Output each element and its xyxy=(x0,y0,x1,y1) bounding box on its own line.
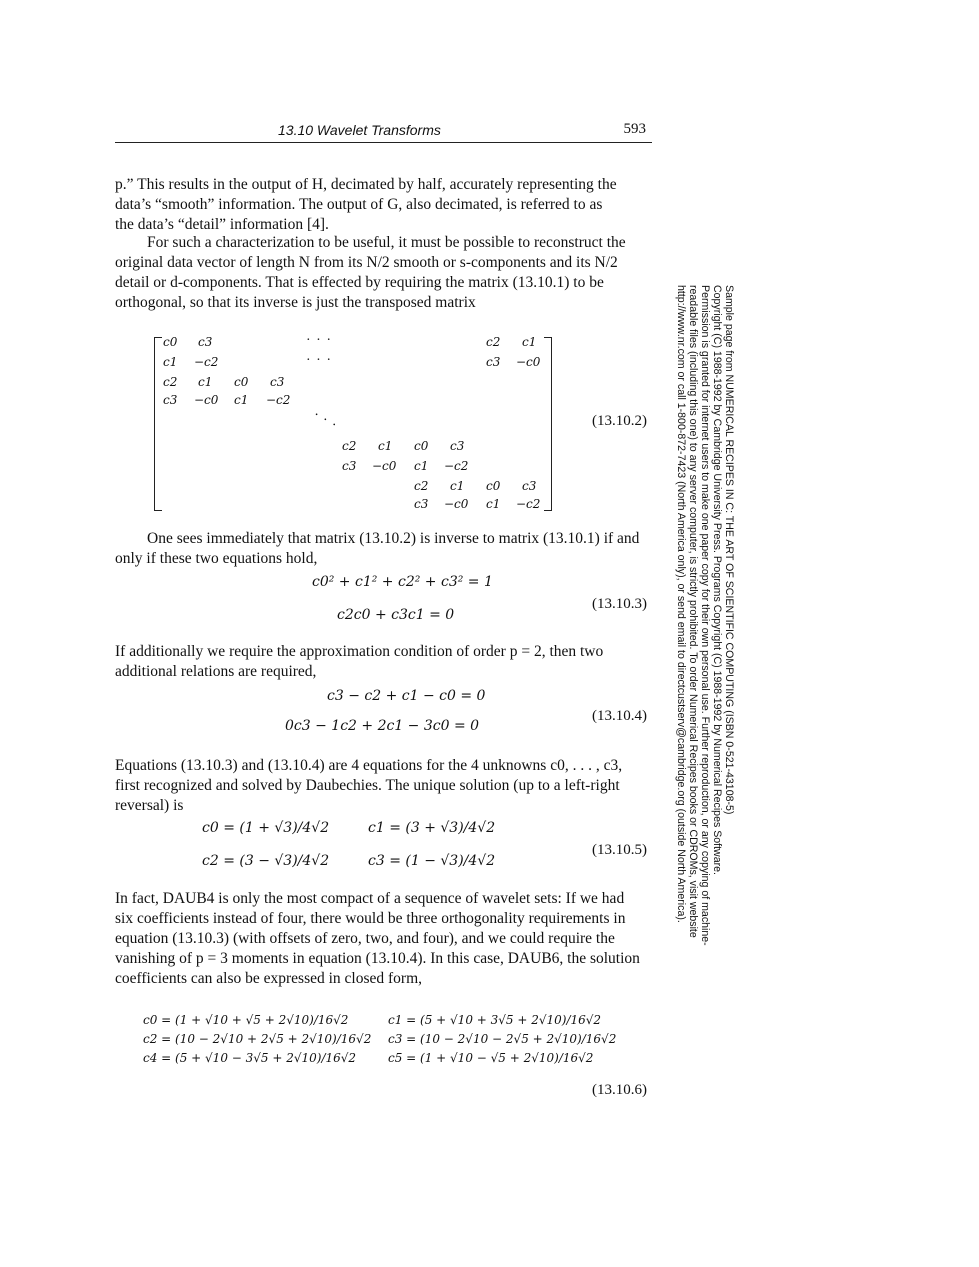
equation-line: c3 = (10 − 2√10 − 2√5 + 2√10)/16√2 xyxy=(388,1032,617,1046)
matrix-cell: c2 xyxy=(163,375,178,389)
matrix-cell: c3 xyxy=(163,393,178,407)
section-title: 13.10 Wavelet Transforms xyxy=(278,122,441,138)
matrix-cell: −c2 xyxy=(194,355,219,369)
copyright-line: Copyright (C) 1988-1992 by Cambridge University Press. Programs Copyright (C) 1988-1992 by Numerical Recipes Software. xyxy=(711,285,723,875)
text-line: six coefficients instead of four, there would be three orthogonality requirements in xyxy=(115,910,626,927)
text-line: the data’s “detail” information [4]. xyxy=(115,216,329,233)
equation-line: 0c3 − 1c2 + 2c1 − 3c0 = 0 xyxy=(285,718,480,734)
page-number: 593 xyxy=(623,121,646,137)
matrix-cell: c3 xyxy=(522,479,537,493)
matrix-cell: −c2 xyxy=(444,459,469,473)
text-line: detail or d-components. That is effected by requiring the matrix (13.10.1) to be xyxy=(115,274,604,291)
matrix-cell: c0 xyxy=(486,479,501,493)
equation-line: c3 − c2 + c1 − c0 = 0 xyxy=(327,688,486,704)
paragraph-5 xyxy=(115,756,650,816)
matrix-cell: c2 xyxy=(342,439,357,453)
text-line: For such a characterization to be useful, it must be possible to reconstruct the xyxy=(147,234,626,251)
text-line: One sees immediately that matrix (13.10.2) is inverse to matrix (13.10.1) if and xyxy=(147,530,640,547)
matrix-cell: c0 xyxy=(414,439,429,453)
text-line: Equations (13.10.3) and (13.10.4) are 4 equations for the 4 unknowns c0, . . . , c3, xyxy=(115,757,623,774)
matrix-cell: c1 xyxy=(198,375,213,389)
matrix-cell: −c0 xyxy=(372,459,397,473)
copyright-line: readable files (including this one) to any server computer, is strictly prohibited. To order Numerical Recipes books or CDROMs, visit website xyxy=(687,285,699,938)
equation-line: c2 = (3 − √3)/4√2 xyxy=(202,853,330,869)
equation-number: (13.10.3) xyxy=(592,596,647,612)
equation-line: c2 = (10 − 2√10 + 2√5 + 2√10)/16√2 xyxy=(143,1032,372,1046)
equation-line: c0 = (1 + √3)/4√2 xyxy=(202,820,330,836)
matrix-cell: c1 xyxy=(378,439,393,453)
copyright-line: Permission is granted for internet users to make one paper copy for their own personal use. Further reproduction, or any copying of machine- xyxy=(699,285,711,946)
left-bracket xyxy=(154,337,162,511)
text-line: first recognized and solved by Daubechies. The unique solution (up to a left-right xyxy=(115,777,620,794)
equation-number: (13.10.6) xyxy=(592,1082,647,1098)
matrix-cell: c1 xyxy=(450,479,465,493)
text-line: only if these two equations hold, xyxy=(115,550,318,567)
matrix-cell: c1 xyxy=(163,355,178,369)
matrix-cell: c3 xyxy=(270,375,285,389)
text-line: equation (13.10.3) (with offsets of zero, two, and four), and we could require the xyxy=(115,930,615,947)
equation-line: c2c0 + c3c1 = 0 xyxy=(337,607,455,623)
equation-line: c0 = (1 + √10 + √5 + 2√10)/16√2 xyxy=(143,1013,349,1027)
equation-line: c1 = (3 + √3)/4√2 xyxy=(368,820,496,836)
paragraph-6 xyxy=(115,889,650,989)
equation-line: c5 = (1 + √10 − √5 + 2√10)/16√2 xyxy=(388,1051,594,1065)
orthogonal-matrix xyxy=(154,333,552,511)
equation-number: (13.10.4) xyxy=(592,708,647,724)
text-line: coefficients can also be expressed in closed form, xyxy=(115,970,423,987)
matrix-cell: c2 xyxy=(414,479,429,493)
matrix-cell: c0 xyxy=(234,375,249,389)
equation-number: (13.10.2) xyxy=(592,413,647,429)
matrix-cell: −c0 xyxy=(194,393,219,407)
equation-line: c1 = (5 + √10 + 3√5 + 2√10)/16√2 xyxy=(388,1013,602,1027)
text-line: orthogonal, so that its inverse is just the transposed matrix xyxy=(115,294,476,311)
matrix-cell: c1 xyxy=(486,497,501,511)
hdots: · · · xyxy=(306,333,332,348)
text-line: data’s “smooth” information. The output of G, also decimated, is referred to as xyxy=(115,196,603,213)
matrix-cell: c1 xyxy=(234,393,249,407)
matrix-cell: c3 xyxy=(342,459,357,473)
paragraph-1 xyxy=(115,175,650,235)
paragraph-3 xyxy=(115,529,650,569)
matrix-cell: c1 xyxy=(522,335,537,349)
matrix-cell: c1 xyxy=(414,459,429,473)
matrix-cell: c3 xyxy=(486,355,501,369)
text-line: reversal) is xyxy=(115,797,184,814)
copyright-sidebar xyxy=(675,285,735,965)
paragraph-2 xyxy=(115,233,650,313)
matrix-cell: −c0 xyxy=(444,497,469,511)
copyright-line: http://www.nr.com or call 1-800-872-7423 (North America only), or send email to directcustserv@cambridge.org (outside North America). xyxy=(675,285,687,923)
matrix-cell: −c0 xyxy=(516,355,541,369)
matrix-cell: c2 xyxy=(486,335,501,349)
running-header xyxy=(115,120,652,143)
text-line: p.” This results in the output of H, decimated by half, accurately representing the xyxy=(115,176,617,193)
text-line: original data vector of length N from its N/2 smooth or s-components and its N/2 xyxy=(115,254,618,271)
text-line: vanishing of p = 3 moments in equation (13.10.4). In this case, DAUB6, the solution xyxy=(115,950,640,967)
hdots: · · · xyxy=(306,353,332,368)
paragraph-4 xyxy=(115,642,650,682)
equation-line: c0² + c1² + c2² + c3² = 1 xyxy=(312,574,493,590)
text-line: If additionally we require the approximation condition of order p = 2, then two xyxy=(115,643,604,660)
matrix-cell: c3 xyxy=(414,497,429,511)
matrix-cell: c3 xyxy=(450,439,465,453)
right-bracket xyxy=(544,337,552,511)
matrix-cell: −c2 xyxy=(266,393,291,407)
equation-line: c4 = (5 + √10 − 3√5 + 2√10)/16√2 xyxy=(143,1051,357,1065)
equation-line: c3 = (1 − √3)/4√2 xyxy=(368,853,496,869)
matrix-cell: c3 xyxy=(198,335,213,349)
copyright-line: Sample page from NUMERICAL RECIPES IN C: THE ART OF SCIENTIFIC COMPUTING (ISBN 0-521-43108-5) xyxy=(723,285,735,815)
ddots: · · · xyxy=(310,407,341,434)
matrix-cell: c0 xyxy=(163,335,178,349)
text-line: additional relations are required, xyxy=(115,663,317,680)
text-line: In fact, DAUB4 is only the most compact of a sequence of wavelet sets: If we had xyxy=(115,890,625,907)
equation-number: (13.10.5) xyxy=(592,842,647,858)
matrix-cell: −c2 xyxy=(516,497,541,511)
